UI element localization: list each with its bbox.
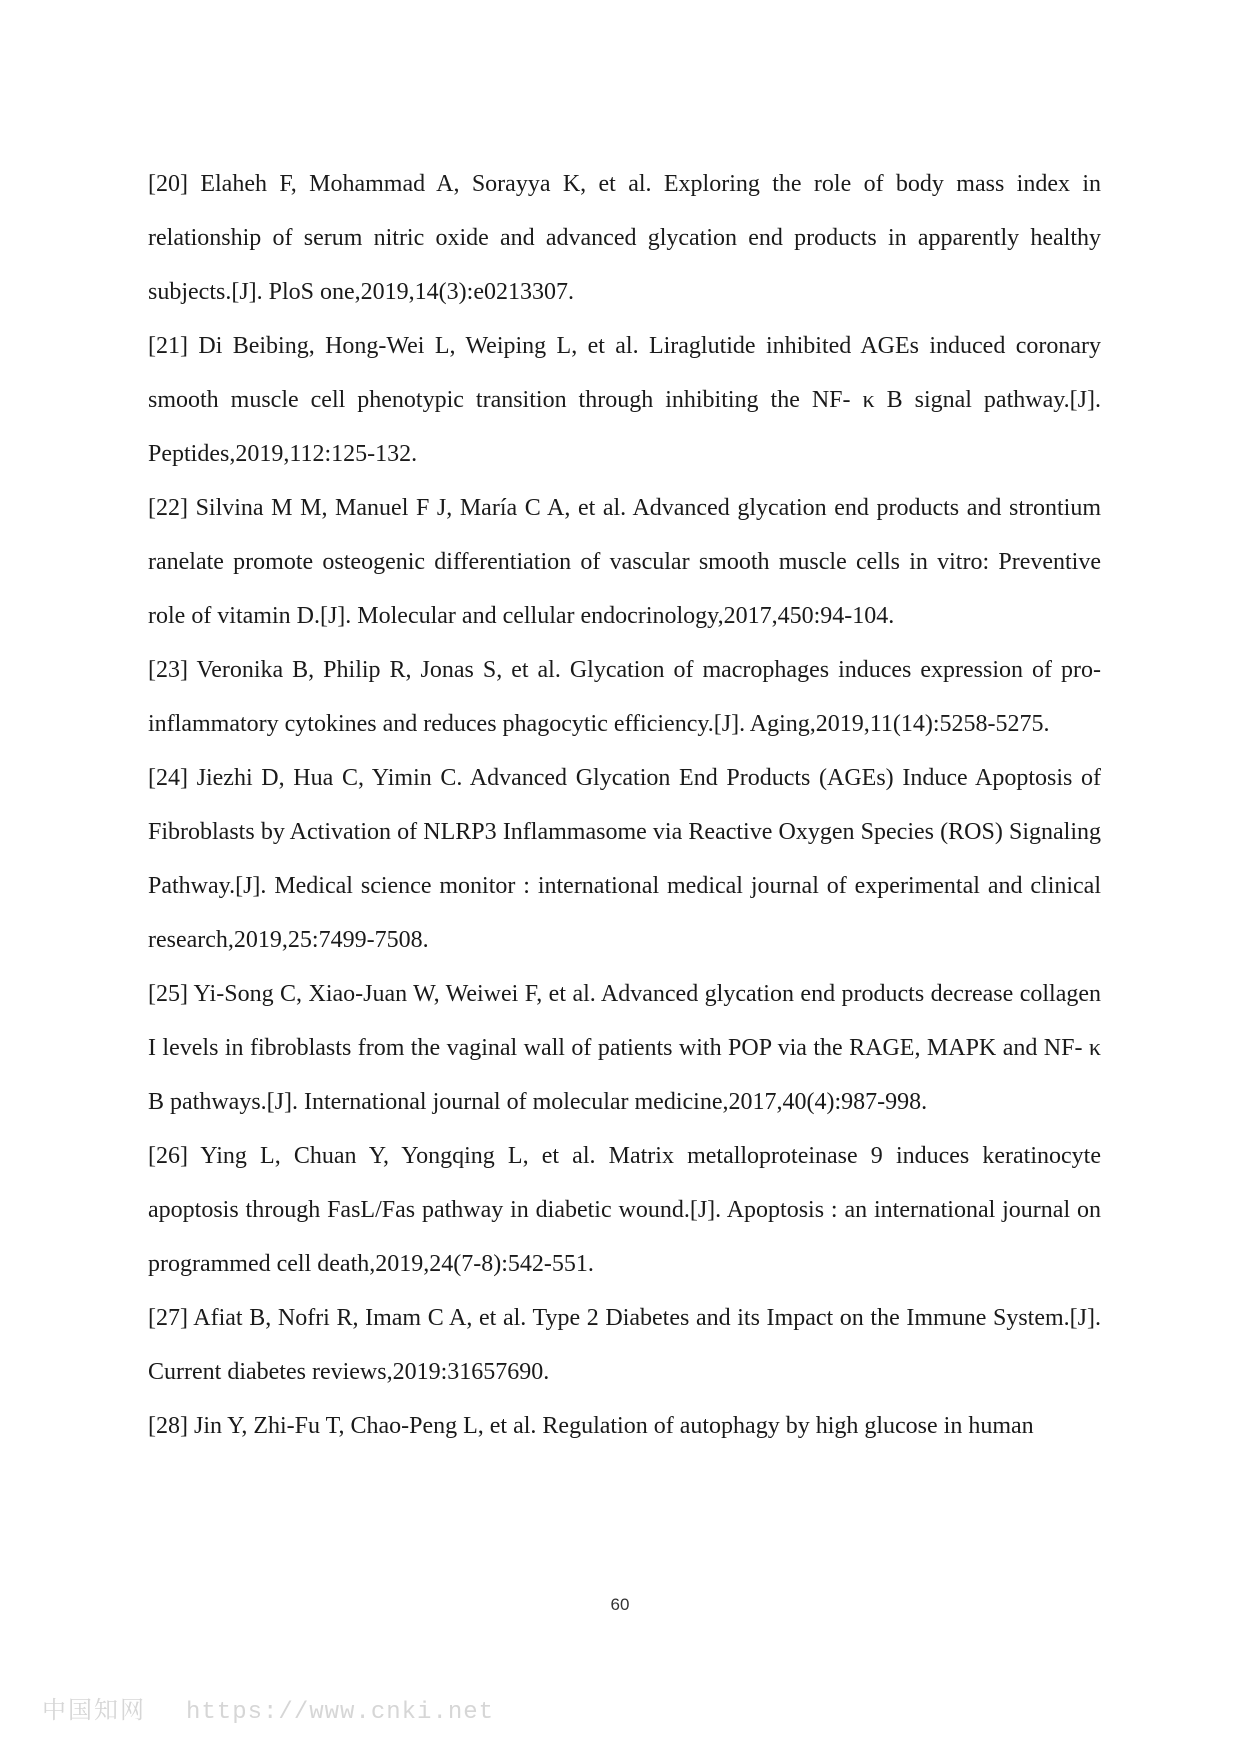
page-number: 60 bbox=[610, 1595, 630, 1614]
reference-28: [28] Jin Y, Zhi-Fu T, Chao-Peng L, et al. Regulation of autophagy by high glucose in human bbox=[148, 1413, 1034, 1439]
reference-26: [26] Ying L, Chuan Y, Yongqing L, et al. Matrix metalloproteinase 9 induces keratinocyte apoptosis through FasL/Fas pathway in diabetic wound.[J]. Apoptosis : an international journal on programmed cell death,2019,24(7-8):542-551. bbox=[148, 1143, 1101, 1277]
reference-20: [20] Elaheh F, Mohammad A, Sorayya K, et al. Exploring the role of body mass index in relationship of serum nitric oxide and advanced glycation end products in apparently healthy subjects.[J]. PloS one,2019,14(3):e0213307. bbox=[148, 171, 1101, 305]
reference-27: [27] Afiat B, Nofri R, Imam C A, et al. Type 2 Diabetes and its Impact on the Immune System.[J]. Current diabetes reviews,2019:31657690. bbox=[148, 1305, 1101, 1385]
reference-list bbox=[148, 157, 1101, 1453]
reference-23: [23] Veronika B, Philip R, Jonas S, et al. Glycation of macrophages induces expression of pro-inflammatory cytokines and reduces phagocytic efficiency.[J]. Aging,2019,11(14):5258-5275. bbox=[148, 657, 1101, 737]
reference-21: [21] Di Beibing, Hong-Wei L, Weiping L, et al. Liraglutide inhibited AGEs induced coronary smooth muscle cell phenotypic transition through inhibiting the NF- κ B signal pathway.[J]. Peptides,2019,112:125-132. bbox=[148, 333, 1101, 467]
reference-22: [22] Silvina M M, Manuel F J, María C A, et al. Advanced glycation end products and strontium ranelate promote osteogenic differentiation of vascular smooth muscle cells in vitro: Preventive role of vitamin D.[J]. Molecular and cellular endocrinology,2017,450:94-104. bbox=[148, 495, 1101, 629]
watermark bbox=[42, 1690, 494, 1726]
watermark-url: https://www.cnki.net bbox=[186, 1699, 495, 1726]
reference-25: [25] Yi-Song C, Xiao-Juan W, Weiwei F, et al. Advanced glycation end products decrease collagen I levels in fibroblasts from the vaginal wall of patients with POP via the RAGE, MAPK and NF- κ B pathways.[J]. International journal of molecular medicine,2017,40(4):987-998. bbox=[148, 981, 1101, 1115]
watermark-site-name: 中国知网 bbox=[42, 1696, 146, 1724]
reference-24: [24] Jiezhi D, Hua C, Yimin C. Advanced Glycation End Products (AGEs) Induce Apoptosis of Fibroblasts by Activation of NLRP3 Inflammasome via Reactive Oxygen Species (ROS) Signaling Pathway.[J]. Medical science monitor : international medical journal of experimental and clinical research,2019,25:7499-7508. bbox=[148, 765, 1101, 953]
